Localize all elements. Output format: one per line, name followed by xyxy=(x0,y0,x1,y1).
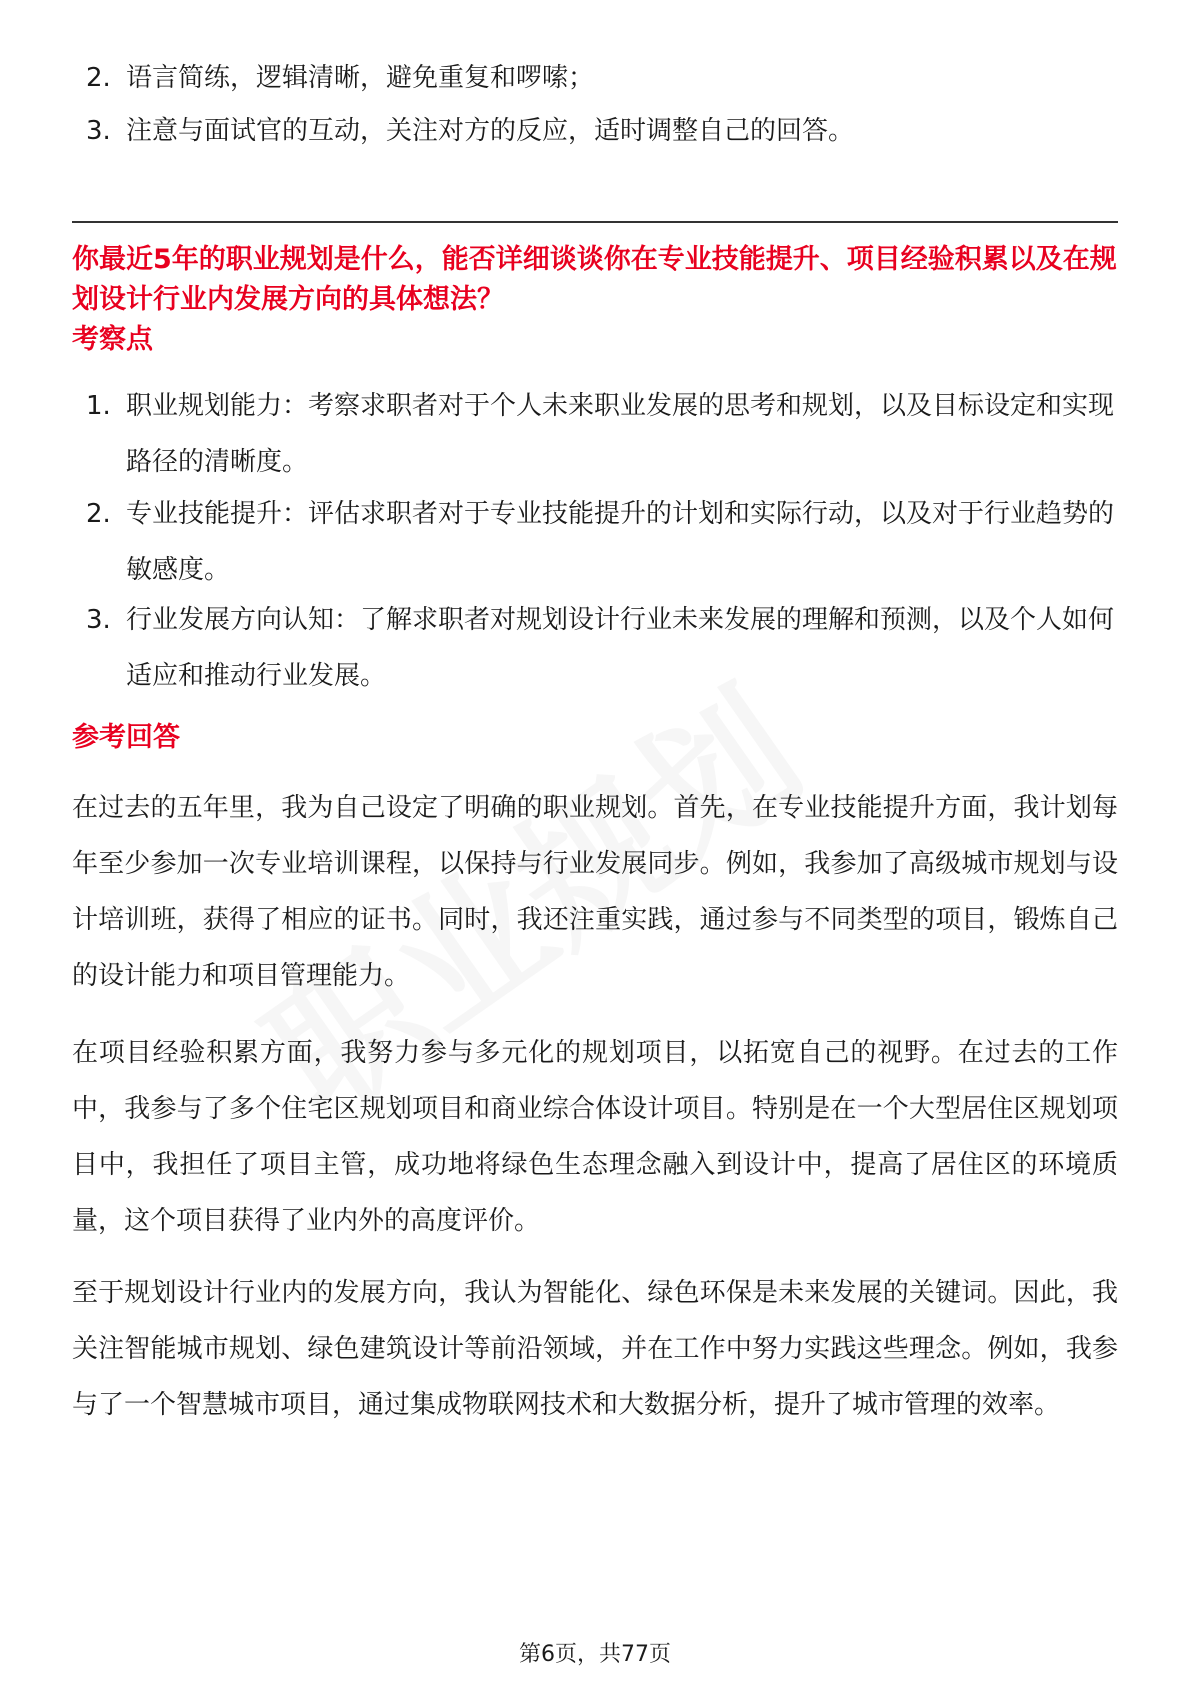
list-item xyxy=(86,50,1116,106)
answer-paragraph: 至于规划设计行业内的发展方向，我认为智能化、绿色环保是未来发展的关键词。因此，我关注智能城市规划、绿色建筑设计等前沿领域，并在工作中努力实践这些理念。例如，我参与了一个智慧城市项目，通过集成物联网技术和大数据分析，提升了城市管理的效率。 xyxy=(72,1278,1118,1420)
list-number: 3. xyxy=(86,605,111,635)
list-number: 3. xyxy=(86,116,111,146)
list-item xyxy=(86,103,1116,159)
list-number: 2. xyxy=(86,63,111,93)
answer-paragraph: 在项目经验积累方面，我努力参与多元化的规划项目，以拓宽自己的视野。在过去的工作中，我参与了多个住宅区规划项目和商业综合体设计项目。特别是在一个大型居住区规划项目中，我担任了项目主管，成功地将绿色生态理念融入到设计中，提高了居住区的环境质量，这个项目获得了业内外的高度评价。 xyxy=(72,1038,1118,1236)
question-heading: 你最近5年的职业规划是什么，能否详细谈谈你在专业技能提升、项目经验积累以及在规划设计行业内发展方向的具体想法？ xyxy=(72,244,1117,315)
list-item xyxy=(86,378,1116,490)
list-text: 注意与面试官的互动，关注对方的反应，适时调整自己的回答。 xyxy=(126,116,855,146)
points-title: 考察点 xyxy=(72,324,153,355)
list-number: 1. xyxy=(86,391,111,421)
list-text: 专业技能提升：评估求职者对于专业技能提升的计划和实际行动，以及对于行业趋势的敏感度。 xyxy=(126,499,1115,585)
page-footer: 第6页，共77页 xyxy=(519,1642,671,1667)
section-divider xyxy=(72,221,1118,223)
list-text: 语言简练，逻辑清晰，避免重复和啰嗦； xyxy=(126,63,595,93)
list-item xyxy=(86,592,1116,704)
list-item xyxy=(86,486,1116,598)
list-number: 2. xyxy=(86,499,111,529)
list-text: 行业发展方向认知：了解求职者对规划设计行业未来发展的理解和预测，以及个人如何适应和推动行业发展。 xyxy=(126,605,1115,691)
answer-paragraph: 在过去的五年里，我为自己设定了明确的职业规划。首先，在专业技能提升方面，我计划每年至少参加一次专业培训课程，以保持与行业发展同步。例如，我参加了高级城市规划与设计培训班，获得了相应的证书。同时，我还注重实践，通过参与不同类型的项目，锻炼自己的设计能力和项目管理能力。 xyxy=(72,793,1118,991)
list-text: 职业规划能力：考察求职者对于个人未来职业发展的思考和规划，以及目标设定和实现路径的清晰度。 xyxy=(126,391,1115,477)
answer-title: 参考回答 xyxy=(72,722,180,753)
